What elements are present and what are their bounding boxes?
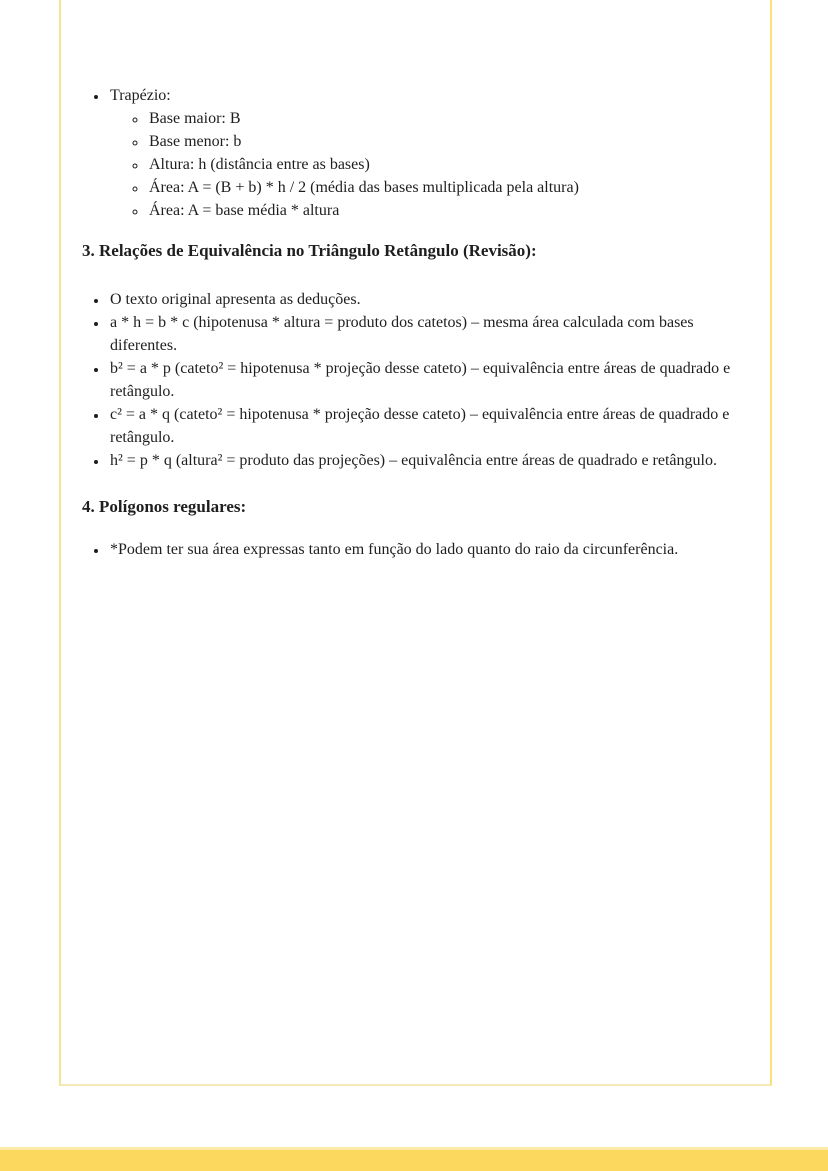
list-item: ◦ Base menor: b [147, 130, 750, 153]
trapezio-sublist [110, 107, 750, 222]
section-3-list [82, 288, 750, 472]
list-item: ◦ Altura: h (distância entre as bases) [147, 153, 750, 176]
list-item: ◦ Área: A = base média * altura [147, 199, 750, 222]
list-item: ◦ Base maior: B [147, 107, 750, 130]
document-card [59, 0, 772, 1086]
document-body [61, 0, 770, 561]
list-item: • *Podem ter sua área expressas tanto em função do lado quanto do raio da circunferência. [108, 538, 750, 561]
section-3-heading: 3. Relações de Equivalência no Triângulo Retângulo (Revisão): [82, 241, 537, 260]
list-item: • O texto original apresenta as deduções. [108, 288, 750, 311]
list-item: ◦ Área: A = (B + b) * h / 2 (média das bases multiplicada pela altura) [147, 176, 750, 199]
section-4-heading: 4. Polígonos regulares: [82, 497, 247, 516]
trapezio-list [82, 84, 750, 222]
list-item: • b² = a * p (cateto² = hipotenusa * projeção desse cateto) – equivalência entre áreas de quadrado e retângulo. [108, 357, 750, 403]
list-item: • c² = a * q (cateto² = hipotenusa * projeção desse cateto) – equivalência entre áreas de quadrado e retângulo. [108, 403, 750, 449]
trapezio-title: Trapézio: [110, 87, 171, 104]
list-item: • a * h = b * c (hipotenusa * altura = produto dos catetos) – mesma área calculada com bases diferentes. [108, 311, 750, 357]
bottom-yellow-bar [0, 1147, 828, 1171]
list-item: • h² = p * q (altura² = produto das projeções) – equivalência entre áreas de quadrado e retângulo. [108, 449, 750, 472]
list-item-trapezio [108, 84, 750, 222]
section-4-list [82, 538, 750, 561]
